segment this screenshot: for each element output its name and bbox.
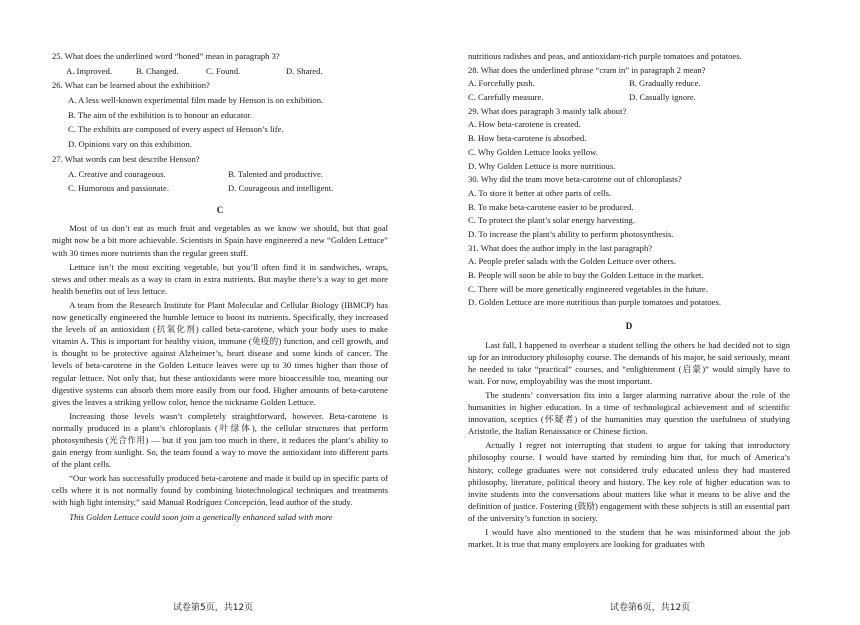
question-29-stem: 29. What does paragraph 3 mainly talk about? bbox=[468, 105, 627, 116]
q26-option-c: C. The exhibits are composed of every aspect of Henson’s life. bbox=[68, 124, 284, 135]
q28-option-b: B. Gradually reduce. bbox=[629, 78, 701, 89]
passage-c-heading: C bbox=[216, 205, 224, 216]
q31-option-c: C. There will be more genetically engineered vegetables in the future. bbox=[468, 283, 708, 294]
q30-option-d: D. To increase the plant’s ability to perform photosynthesis. bbox=[468, 228, 674, 239]
q26-option-d: D. Opinions vary on this exhibition. bbox=[68, 139, 192, 150]
passage-c-paragraph-1: Most of us don’t eat as much fruit and vegetables as we know we should, but that goal might now be a bit more achievable. Scientists in Spain have engineered a new “Golden Lettuce” with 30 times more nutrients than the regular green stuff. bbox=[52, 223, 388, 258]
question-25-options bbox=[52, 65, 388, 77]
passage-c-paragraph-2: Lettuce isn’t the most exciting vegetable, but you’ll often find it in sandwiches, wraps, stews and other meals as a way to cram in extra nutrients. But maybe there’s a way to get more health benefits out of less lettuce. bbox=[52, 261, 388, 296]
q30-option-b: B. To make beta-carotene easier to be produced. bbox=[468, 201, 634, 212]
q29-option-a: A. How beta-carotene is created. bbox=[468, 119, 581, 130]
question-27-stem: 27. What words can best describe Henson? bbox=[52, 153, 200, 164]
q30-option-a: A. To store it better at other parts of cells. bbox=[468, 187, 612, 198]
question-31-stem: 31. What does the author imply in the last paragraph? bbox=[468, 242, 653, 253]
passage-d-paragraph-1: Last fall, I happened to overhear a student telling the others he had decided not to sign up for an introductory philosophy course. The demands of his major, he said seriously, meant he needed to take “practical” courses, and “enlightenment (启蒙)” would simply have to wait. For now, employability was the most important. bbox=[468, 339, 790, 386]
passage-d-heading: D bbox=[625, 321, 633, 332]
q28-option-c: C. Carefully measure. bbox=[468, 92, 544, 103]
q27-option-d: D. Courageous and intelligent. bbox=[228, 183, 334, 194]
question-27-options-row2 bbox=[52, 182, 388, 194]
q31-option-a: A. People prefer salads with the Golden Lettuce over others. bbox=[468, 256, 676, 267]
q29-option-d: D. Why Golden Lettuce is more nutritious. bbox=[468, 160, 616, 171]
passage-c-paragraph-5: “Our work has successfully produced beta-carotene and made it build up in specific parts of cells where it is not normally found by combining biotechnological techniques and treatments with high light intensity,” said Manual Rodríguez Concepción, lead author of the study. bbox=[52, 473, 388, 508]
q26-option-b: B. The aim of the exhibition is to honour an educator. bbox=[68, 109, 253, 120]
right-page-column bbox=[468, 50, 790, 552]
q28-option-a: A. Forcefully push. bbox=[468, 78, 535, 89]
passage-c-paragraph-6: This Golden Lettuce could soon join a genetically enhanced salad with more bbox=[69, 511, 333, 522]
question-28-options-row2 bbox=[468, 91, 790, 103]
page-number-right: 试卷第6页，共12页 bbox=[610, 603, 691, 613]
q29-option-c: C. Why Golden Lettuce looks yellow. bbox=[468, 146, 598, 157]
q27-option-c: C. Humorous and passionate. bbox=[68, 183, 169, 194]
left-page-column bbox=[52, 50, 388, 525]
question-28-stem: 28. What does the underlined phrase “cram in” in paragraph 2 mean? bbox=[468, 64, 706, 75]
q27-option-b: B. Talented and productive. bbox=[228, 168, 323, 179]
q25-option-b: B. Changed. bbox=[136, 65, 179, 76]
passage-c-paragraph-3: A team from the Research Institute for Plant Molecular and Cellular Biology (IBMCP) has now genetically engineered the humble lettuce to boost its nutrients. Specifically, they increased the levels of an antioxidant (抗氧化剂) called beta-carotene, which your body uses to make vitamin A. This is important for healthy vision, immune (免疫的) function, and cell growth, and is thought to be protective against Alzheimer’s, heart disease and some kinds of cancer. The levels of beta-carotene in the Golden Lettuce leaves were up to 30 times higher than those of regular lettuce. Not only that, but these antioxidants were more bioaccessible too, meaning our digestive systems can absorb them more easily from our food. Higher amounts of beta-carotene gives the leaves a striking yellow color, hence the nickname Golden Lettuce. bbox=[52, 299, 388, 407]
q30-option-c: C. To protect the plant’s solar energy harvesting. bbox=[468, 215, 635, 226]
q25-option-d: D. Shared. bbox=[286, 65, 323, 76]
question-25-stem: 25. What does the underlined word “honed” mean in paragraph 3? bbox=[52, 51, 280, 61]
q25-option-a: A. Improved. bbox=[66, 65, 113, 76]
question-30-stem: 30. Why did the team move beta-carotene out of chloroplasts? bbox=[468, 174, 682, 185]
q31-option-b: B. People will soon be able to buy the Golden Lettuce in the market. bbox=[468, 270, 704, 280]
passage-c-carryover: nutritious radishes and peas, and antioxidant-rich purple tomatoes and potatoes. bbox=[468, 51, 742, 61]
q26-option-a: A. A less well-known experimental film made by Henson is on exhibition. bbox=[68, 95, 324, 106]
q25-option-c: C. Found. bbox=[206, 65, 241, 76]
page-number-left: 试卷第5页，共12页 bbox=[173, 603, 254, 613]
passage-d-paragraph-3: Actually I regret not interrupting that student to argue for taking that introductory philosophy course. I would have started by reminding him that, for much of America’s history, college graduates were not considered truly educated unless they had mastered philosophy, literature, political theory and history. The key role of higher education was to invite students into the conversations about matters like what it means to be alive and the definition of justice. Fostering (鼓励) engagement with these subjects is still an essential part of the university’s function in society. bbox=[468, 440, 790, 523]
passage-d-paragraph-4: I would have also mentioned to the student that he was misinformed about the job market. It is true that many employers are looking for graduates with bbox=[468, 526, 790, 550]
passage-c-paragraph-4: Increasing those levels wasn’t completely straightforward, however. Beta-carotene is normally produced in a plant’s chloroplasts (叶绿体), the cellular structures that perform photosynthesis (光合作用) — but if you jam too much in there, it reduces the plant’s ability to gain energy from sunlight. So, the team found a way to move the antioxidant into different parts of the plant cells. bbox=[52, 410, 388, 470]
q28-option-d: D. Casually ignore. bbox=[629, 92, 696, 103]
q29-option-b: B. How beta-carotene is absorbed. bbox=[468, 133, 587, 144]
question-28-options-row1 bbox=[468, 77, 790, 89]
q27-option-a: A. Creative and courageous. bbox=[68, 168, 166, 179]
question-27-options-row1 bbox=[52, 168, 388, 180]
question-26-stem: 26. What can be learned about the exhibition? bbox=[52, 80, 210, 91]
passage-d-paragraph-2: The students’ conversation fits into a larger alarming narrative about the role of the humanities in higher education. In a time of technological achievement and of scientific innovation, sceptics (怀疑者) of the humanities may question the usefulness of studying Aristotle, the Italian Renaissance or Chinese fiction. bbox=[468, 389, 790, 437]
q31-option-d: D. Golden Lettuce are more nutritious than purple tomatoes and potatoes. bbox=[468, 297, 721, 308]
